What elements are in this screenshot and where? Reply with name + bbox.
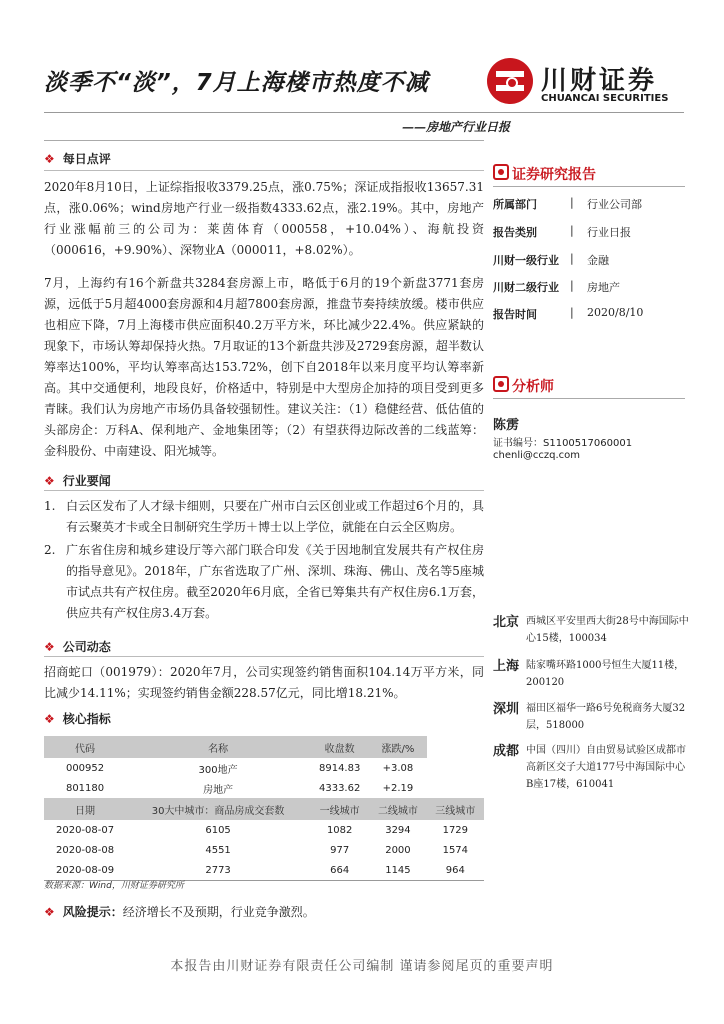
diamond-bullet-icon: ❖ <box>44 712 55 726</box>
sidebar-divider <box>493 398 685 399</box>
section-divider <box>44 490 484 491</box>
info-row-department: 所属部门 | 行业公司部 <box>493 196 642 211</box>
table-row: 2020-08-08 4551 977 2000 1574 <box>55 844 469 856</box>
table-row: 000952 300地产 8914.83 +3.08 <box>65 762 414 776</box>
diamond-bullet-icon: ❖ <box>44 905 55 919</box>
analyst-cert: 证书编号：S1100517060001 <box>493 438 633 449</box>
diamond-bullet-icon: ❖ <box>44 152 55 166</box>
header-divider <box>44 112 684 113</box>
info-row-date: 报告时间 | 2020/8/10 <box>493 306 644 321</box>
analyst-heading: 分析师 <box>493 376 554 396</box>
indicators-table <box>44 736 484 881</box>
indicators-heading: ❖ 核心指标 <box>44 712 111 726</box>
list-item: 2. 广东省住房和城乡建设厅等六部门联合印发《关于因地制宜发展共有产权住房的指导意见》。2018年，广东省选取了广州、深圳、珠海、佛山、茂名等5座城市试点共有产权住房。截至2020年6月底，全省已筹集共有产权住房6.1万套，供应共有产权住房3.4万套。 <box>44 543 484 620</box>
table-header-row: 日期 30大中城市：商品房成交套数 一线城市 二线城市 三线城市 <box>44 798 484 820</box>
daily-para-1: 2020年8月10日，上证综指报收3379.25点，涨0.75%；深证成指报收13657.31点，涨0.06%；wind房地产行业一级指数4333.62点，涨2.19%。其中，房地产行业涨幅前三的公司为：莱茵体育（000558，+10.04%）、海航投资（000616，+9.90%）、深物业A（000011，+8.02%）。 <box>44 180 484 257</box>
header-divider-2 <box>44 140 484 141</box>
data-source: 数据来源：Wind，川财证券研究所 <box>44 881 184 891</box>
company-logo <box>487 58 667 110</box>
info-row-level2: 川财二级行业 | 房地产 <box>493 279 620 294</box>
industry-heading: ❖ 行业要闻 <box>44 474 111 488</box>
diamond-bullet-icon: ❖ <box>44 640 55 654</box>
logo-name-en: CHUANCAI SECURITIES <box>541 93 669 104</box>
page-title: 淡季不“淡”，7月上海楼市热度不减 <box>44 70 429 96</box>
sidebar-divider <box>493 186 685 187</box>
info-row-category: 报告类别 | 行业日报 <box>493 224 631 239</box>
logo-name-cn: 川财证券 <box>541 66 658 96</box>
industry-news-list <box>44 496 484 626</box>
logo-mark-icon <box>487 58 533 104</box>
analyst-icon <box>493 376 509 392</box>
risk-warning: ❖ 风险提示：经济增长不及预期，行业竞争激烈。 <box>44 905 315 919</box>
section-divider <box>44 656 484 657</box>
table-row: 2020-08-09 2773 664 1145 964 <box>44 860 484 881</box>
table-row: 801180 房地产 4333.62 +2.19 <box>65 782 414 796</box>
table-row: 2020-08-07 6105 1082 3294 1729 <box>55 824 469 836</box>
info-row-level1: 川财一级行业 | 金融 <box>493 252 609 267</box>
section-divider <box>44 170 484 171</box>
analyst-name: 陈雳 <box>493 418 520 433</box>
list-item: 1. 白云区发布了人才绿卡细则，只要在广州市白云区创业或工作超过6个月的，具有云聚英才卡或全日制研究生学历＋博士以上学位，就能在白云全区购房。 <box>44 499 484 534</box>
analyst-email[interactable]: chenli@cczq.com <box>493 450 581 461</box>
diamond-bullet-icon: ❖ <box>44 474 55 488</box>
company-heading: ❖ 公司动态 <box>44 640 111 654</box>
company-news: 招商蛇口（001979）：2020年7月，公司实现签约销售面积104.14万平方米，同比减少14.11%；实现签约销售金额228.57亿元，同比增18.21%。 <box>44 665 484 700</box>
table-header-row: 代码 名称 收盘数 涨跌/% <box>44 736 484 758</box>
report-heading: 证券研究报告 <box>493 164 596 184</box>
report-icon <box>493 164 509 180</box>
footer-disclaimer: 本报告由川财证券有限责任公司编制 谨请参阅尾页的重要声明 <box>170 959 554 974</box>
daily-para-2: 7月，上海约有16个新盘共3284套房源上市，略低于6月的19个新盘3771套房源，远低于5月超4000套房源和4月超7800套房源，推盘节奏持续放缓。楼市供应也相应下降，7月上海楼市供应面积40.2万平方米，环比减少22.4%。供应紧缺的现象下，市场认筹却保持火热。7月取证的13个新盘共涉及2729套房源，超半数认筹率达100%，平均认筹率高达153.72%，创下自2018年以来月度平均认筹率新高。其中交通便利，地段良好，价格适中，特别是中大型房企加持的项目受到更多青睐。我们认为房地产市场仍具备较强韧性。建议关注：（1）稳健经营、低估值的头部房企：万科A、保利地产、金地集团等；（2）有望获得边际改善的二线蓝筹：金科股份、中南建设、阳光城等。 <box>44 276 484 458</box>
report-subtitle: ——房地产行业日报 <box>401 120 510 134</box>
daily-heading: ❖ 每日点评 <box>44 152 111 166</box>
